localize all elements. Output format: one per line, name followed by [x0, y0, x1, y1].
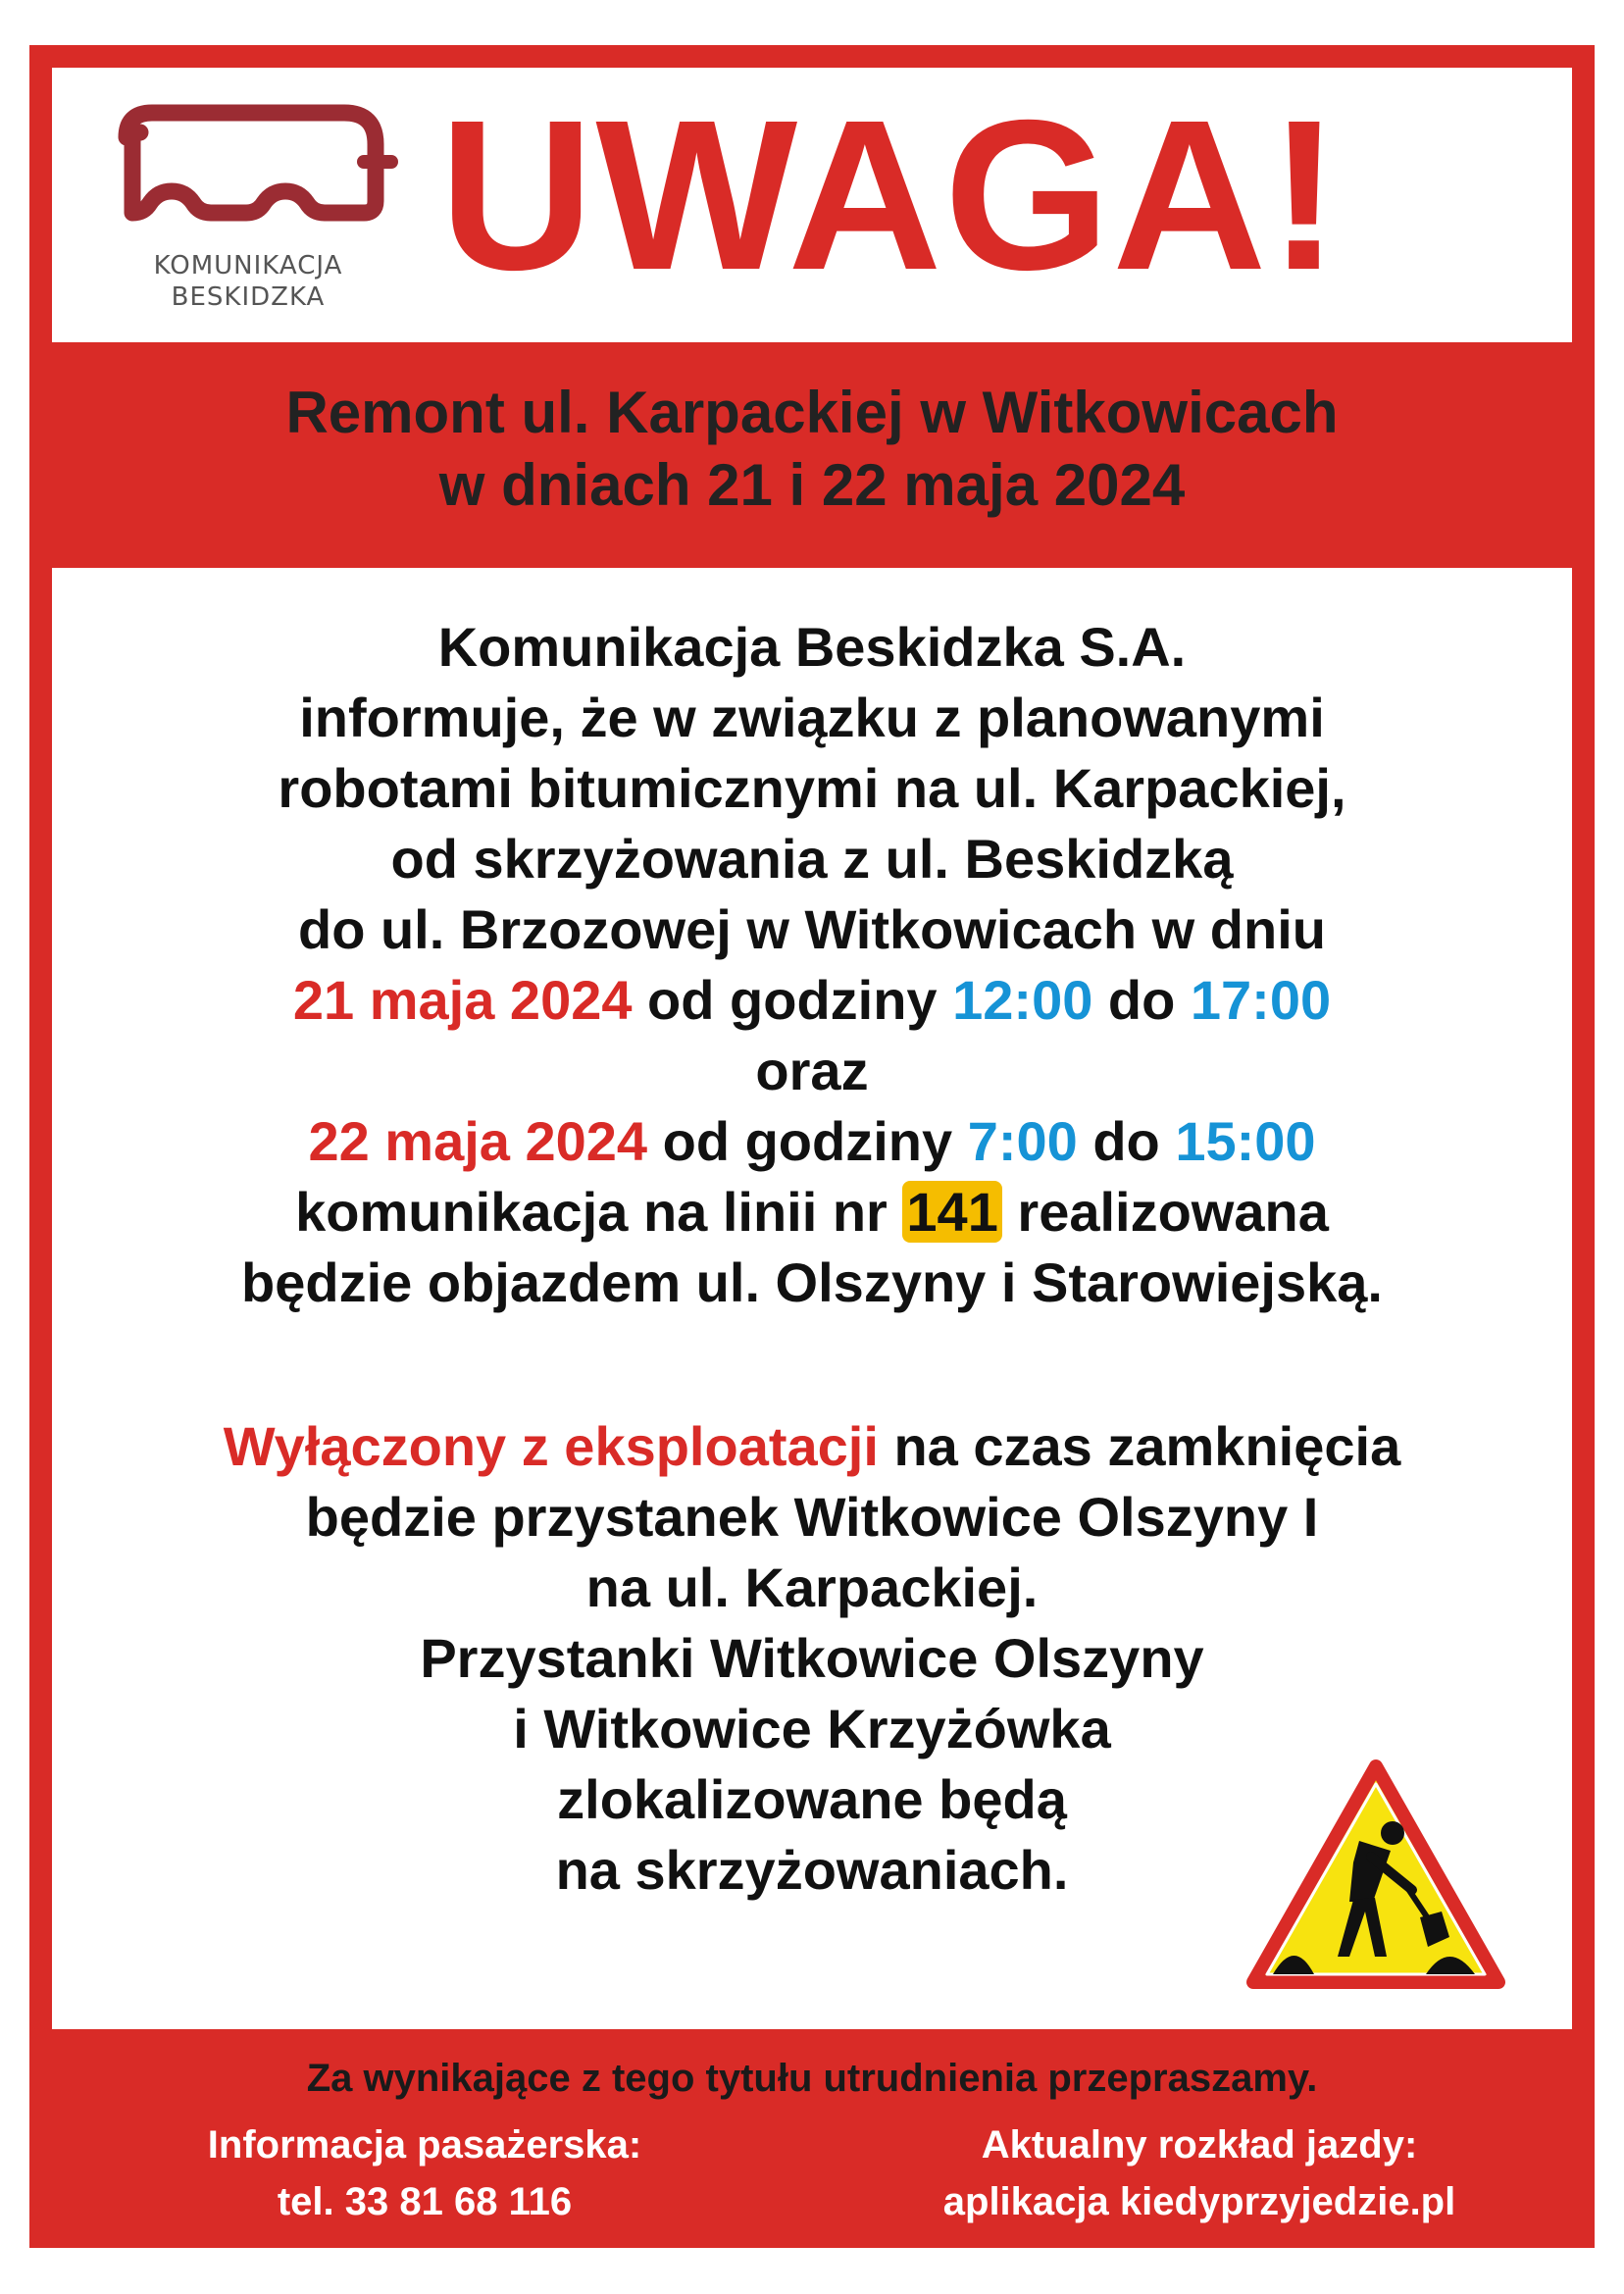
day-2-schedule: [52, 1106, 1572, 1177]
body-line-5: do ul. Brzozowej w Witkowicach w dniu: [298, 898, 1326, 960]
notice-line-2: będzie przystanek Witkowice Olszyny I: [305, 1486, 1319, 1548]
timetable-app: aplikacja kiedyprzyjedzie.pl: [942, 2180, 1456, 2223]
timetable-label: Aktualny rozkład jazdy:: [981, 2123, 1418, 2167]
timetable-info: [827, 2116, 1572, 2230]
day-2-start-time: 7:00: [967, 1110, 1078, 1172]
bus-logo-icon: [111, 93, 405, 250]
logo-line-1: KOMUNIKACJA: [153, 251, 343, 280]
day-2-end-time: 15:00: [1175, 1110, 1316, 1172]
logo-wordmark: [121, 250, 376, 313]
day-1-date: 21 maja 2024: [292, 969, 633, 1031]
announcement-body: [52, 612, 1572, 1318]
poster-frame: [29, 45, 1595, 2248]
body-line-4: od skrzyżowania z ul. Beskidzką: [390, 828, 1234, 890]
bus-line-info: [52, 1177, 1572, 1248]
subheader-dates: w dniach 21 i 22 maja 2024: [438, 452, 1186, 518]
connector-text: oraz: [755, 1040, 869, 1101]
notice-line-1: [52, 1411, 1572, 1482]
apology-text: Za wynikające z tego tytułu utrudnienia przepraszamy.: [306, 2057, 1318, 2100]
notice-line-7: na skrzyżowaniach.: [555, 1839, 1069, 1901]
notice-line-5: i Witkowice Krzyżówka: [513, 1698, 1111, 1759]
line-suffix: realizowana: [1001, 1181, 1329, 1243]
day-1-from-label: od godziny: [632, 969, 953, 1031]
day-1-end-time: 17:00: [1190, 969, 1332, 1031]
headline: UWAGA!: [439, 76, 1343, 315]
poster-footer: [52, 2036, 1572, 2242]
day-1-start-time: 12:00: [952, 969, 1093, 1031]
line-prefix: komunikacja na linii nr: [295, 1181, 903, 1243]
excluded-label: Wyłączony z eksploatacji: [223, 1415, 879, 1477]
body-line-company: Komunikacja Beskidzka S.A.: [437, 616, 1187, 678]
passenger-info-phone: tel. 33 81 68 116: [277, 2180, 573, 2223]
detour-info: będzie objazdem ul. Olszyny i Starowiejską.: [241, 1251, 1383, 1313]
notice-line-6: zlokalizowane będą: [557, 1768, 1067, 1830]
excluded-rest: na czas zamknięcia: [878, 1415, 1401, 1477]
notice-line-4: Przystanki Witkowice Olszyny: [420, 1627, 1204, 1689]
company-logo: [111, 93, 405, 329]
subheader-title: Remont ul. Karpackiej w Witkowicach: [285, 380, 1339, 445]
notice-line-3: na ul. Karpackiej.: [585, 1556, 1039, 1618]
day-2-from-label: od godziny: [647, 1110, 968, 1172]
day-2-to-label: do: [1077, 1110, 1176, 1172]
road-works-warning-sign-icon: [1243, 1755, 1508, 2000]
subheader-banner: [52, 342, 1572, 568]
body-line-2: informuje, że w związku z planowanymi: [299, 687, 1325, 748]
line-number-badge: 141: [902, 1181, 1001, 1243]
day-2-date: 22 maja 2024: [308, 1110, 648, 1172]
body-line-3: robotami bitumicznymi na ul. Karpackiej,: [278, 757, 1346, 819]
day-1-to-label: do: [1092, 969, 1191, 1031]
passenger-info-label: Informacja pasażerska:: [207, 2123, 642, 2167]
day-1-schedule: [52, 965, 1572, 1036]
poster-content: [52, 68, 1572, 2029]
passenger-info: [52, 2116, 797, 2230]
logo-line-2: BESKIDZKA: [171, 282, 326, 312]
